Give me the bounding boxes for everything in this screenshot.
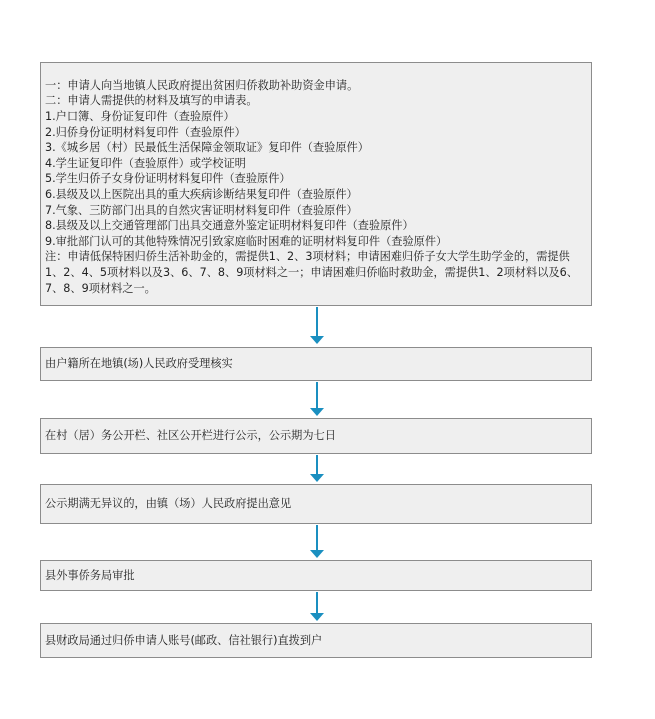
arrow-shaft — [316, 525, 318, 551]
step-3-text: 在村（居）务公开栏、社区公开栏进行公示，公示期为七日 — [45, 429, 336, 443]
flow-arrow-4 — [309, 525, 325, 558]
arrow-shaft — [316, 592, 318, 614]
step-1-line: 6.县级及以上医院出具的重大疾病诊断结果复印件（查验原件） — [45, 188, 358, 201]
arrow-shaft — [316, 455, 318, 475]
step-6-box — [40, 623, 592, 658]
step-1-line: 9.审批部门认可的其他特殊情况引致家庭临时困难的证明材料复印件（查验原件） — [45, 234, 448, 248]
step-1-line: 一：申请人向当地镇人民政府提出贫困归侨救助补助资金申请。 — [45, 78, 359, 92]
step-5-text: 县外事侨务局审批 — [45, 568, 135, 582]
arrow-shaft — [316, 307, 318, 337]
step-1-line: 4.学生证复印件（查验原件）或学校证明 — [45, 156, 246, 170]
flow-arrow-3 — [309, 455, 325, 482]
step-1-line: 二：申请人需提供的材料及填写的申请表。 — [45, 94, 258, 108]
step-1-line: 8.县级及以上交通管理部门出具交通意外鉴定证明材料复印件（查验原件） — [45, 219, 414, 233]
step-4-text: 公示期满无异议的，由镇（场）人民政府提出意见 — [45, 497, 292, 511]
step-4-box — [40, 484, 592, 524]
step-1-note: 注：申请低保特困归侨生活补助金的，需提供1、2、3项材料；申请困难归侨子女大学生助学金的，需提供1、2、4、5项材料以及3、6、7、8、9项材料之一；申请困难归侨临时救助金，需提供1、2项材料以及6、7、8、9项材料之一。 — [45, 250, 578, 295]
flow-arrow-2 — [309, 382, 325, 416]
arrow-head-icon — [310, 408, 324, 416]
arrow-head-icon — [310, 550, 324, 558]
arrow-shaft — [316, 382, 318, 409]
arrow-head-icon — [310, 474, 324, 482]
step-1-line: 7.气象、三防部门出具的自然灾害证明材料复印件（查验原件） — [45, 203, 358, 217]
step-3-box — [40, 418, 592, 454]
step-1-line: 5.学生归侨子女身份证明材料复印件（查验原件） — [45, 172, 291, 186]
arrow-head-icon — [310, 336, 324, 344]
step-2-box — [40, 347, 592, 381]
step-1-line: 2.归侨身份证明材料复印件（查验原件） — [45, 125, 246, 139]
step-6-text: 县财政局通过归侨申请人账号(邮政、信社银行)直拨到户 — [45, 633, 323, 647]
step-2-text: 由户籍所在地镇(场)人民政府受理核实 — [45, 357, 233, 371]
arrow-head-icon — [310, 613, 324, 621]
step-1-line: 1.户口簿、身份证复印件（查验原件） — [45, 110, 235, 124]
flow-arrow-5 — [309, 592, 325, 621]
step-1-application-box — [40, 62, 592, 306]
step-5-box — [40, 560, 592, 591]
flow-arrow-1 — [309, 307, 325, 344]
step-1-line: 3.《城乡居（村）民最低生活保障金领取证》复印件（查验原件） — [45, 141, 369, 155]
